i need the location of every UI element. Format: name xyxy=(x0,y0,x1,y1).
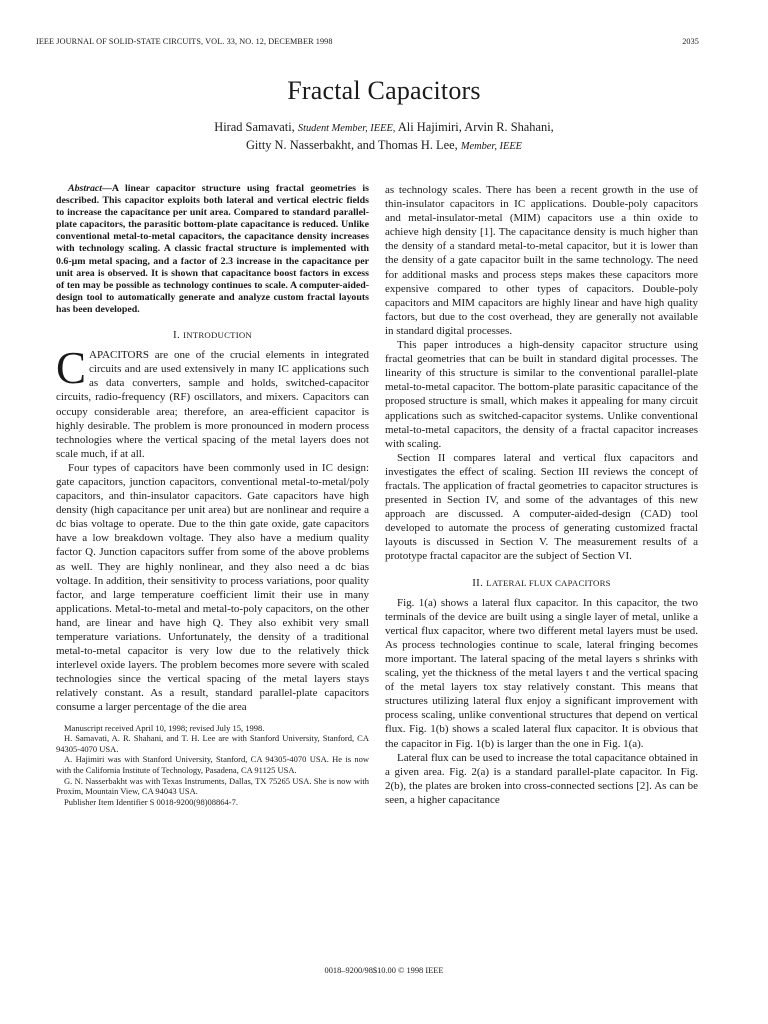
body-paragraph xyxy=(56,343,369,461)
section-heading-introduction xyxy=(56,328,369,342)
footnote: Manuscript received April 10, 1998; revised July 15, 1998. xyxy=(64,722,265,733)
body-paragraph: Section II compares lateral and vertical flux capacitors and investigates the effect of scaling. Section III reviews the concept of fractals. The application of fractal geometries to capacitor structures is presented in Section IV, and some of the advantages of this new approach are discussed. A computer-aided-design (CAD) tool developed to automate the process of generating customized fractal layouts is discussed in Section V. The measurement results of a prototype fractal capacitor are the subject of Section VI. xyxy=(385,451,698,563)
section-number: I. xyxy=(173,329,181,342)
left-column xyxy=(56,183,369,807)
copyright-line: 0018–9200/98$10.00 © 1998 IEEE xyxy=(324,966,444,975)
footnotes xyxy=(56,723,369,808)
abstract-text: A linear capacitor structure using fractal geometries is described. This capacitor exploits both lateral and vertical electric fields to increase the capacitance per unit area. Compared to standard parallel-plate capacitors, the parasitic bottom-plate capacitance is reduced. Unlike conventional metal-to-metal capacitors, the capacitance density increases with technology scaling. A classic fractal structure is implemented with 0.6-μm metal spacing, and a factor of 2.3 increase in the capacitance per unit area is observed. It is shown that capacitance boost factors in excess of ten may be possible as technology continues to scale. A computer-aided-design tool to automatically generate and analyze custom fractal layouts has been developed. xyxy=(56,183,369,315)
drop-cap: C xyxy=(56,343,87,394)
author-name: Ali Hajimiri, Arvin R. Shahani, xyxy=(397,120,554,134)
section-title: INTRODUCTION xyxy=(183,330,252,341)
author-membership: Student Member, IEEE, xyxy=(297,123,396,134)
journal-citation: IEEE JOURNAL OF SOLID-STATE CIRCUITS, VOL. 33, NO. 12, DECEMBER 1998 xyxy=(36,37,333,46)
right-column xyxy=(385,183,698,807)
author-line-1 xyxy=(0,119,768,137)
paragraph-text: APACITORS are one of the crucial elements in integrated circuits and are used extensively in many IC applications such as data converters, sample and holds, switched-capacitor circuits, radio-frequency (RF) oscillators, and mixers. Capacitors can occupy considerable area; therefore, an area-efficient capacitor is highly desirable. The problem is more pronounced in modern process technologies where the vertical spacing of the metal layers does not scale much, if at all. xyxy=(56,349,369,460)
section-title: LATERAL FLUX CAPACITORS xyxy=(486,577,611,588)
body-paragraph: Lateral flux can be used to increase the total capacitance obtained in a given area. Fig. 2(a) is a standard parallel-plate capacitor. In Fig. 2(b), the plates are broken into cross-connected sections [2]. As can be seen, a higher capacitance xyxy=(385,751,698,806)
abstract-label: Abstract— xyxy=(68,183,112,194)
footnote: A. Hajimiri was with Stanford University, Stanford, CA 94305-4070 USA. He is now with the California Institute of Technology, Pasadena, CA 91125 USA. xyxy=(56,754,369,775)
author-line-2 xyxy=(0,137,768,155)
body-paragraph: This paper introduces a high-density capacitor structure using fractal geometries that can be built in standard digital processes. The linearity of this structure is similar to the conventional parallel-plate metal-to-metal capacitor. The bottom-plate parasitic capacitance of the proposed structure is small, which makes it appealing for many circuit applications such as switched-capacitor systems. Unlike conventional metal-to-metal capacitors, the density of a fractal capacitor increases with scaling. xyxy=(385,339,698,450)
paper-title: Fractal Capacitors xyxy=(287,76,481,105)
abstract xyxy=(56,183,369,316)
body-paragraph: Four types of capacitors have been commonly used in IC design: gate capacitors, junction capacitors, conventional metal-to-metal/poly capacitors, and thin-insulator capacitors. Gate capacitors have high density (high capacitance per unit area) but are nonlinear and require a dc bias voltage to operate. Due to the thin gate oxide, gate capacitors have a low breakdown voltage. They also have a medium quality factor Q. Junction capacitors suffer from some of the above problems as well. They are highly nonlinear, and they also need a dc bias voltage. In addition, their sensitivity to process variations, poor quality factor, and large temperature coefficient limit their use in many applications. Metal-to-metal and metal-to-poly capacitors, on the other hand, are linear and have high Q. They also exhibit very small temperature variations. Unfortunately, the density of a traditional metal-to-metal capacitor is very low due to the relatively thick interlevel oxide layers. The problem becomes more severe with scaled technologies since the vertical spacing of the metal layers stays relatively constant. As a result, standard parallel-plate capacitors consume a larger percentage of the die area xyxy=(56,461,369,714)
body-paragraph: Fig. 1(a) shows a lateral flux capacitor. In this capacitor, the two terminals of the device are built using a single layer of metal, unlike a vertical flux capacitor, where two different metal layers must be used. As process technologies continue to scale, lateral fringing becomes more important. The lateral spacing of the metal layers s shrinks with scaling, yet the thickness of the metal layers t and the vertical spacing of the metal layers tox stay relatively constant. This means that structures utilizing lateral flux enjoy a significant improvement with process scaling, unlike conventional structures that depend on vertical flux. Fig. 1(b) shows a scaled lateral flux capacitor. It is obvious that the capacitor in Fig. 1(b) is larger than the one in Fig. 1(a). xyxy=(385,596,698,750)
footnote: H. Samavati, A. R. Shahani, and T. H. Lee are with Stanford University, Stanford, CA 94305-4070 USA. xyxy=(56,733,369,754)
section-heading-lateral-flux xyxy=(385,576,698,590)
footnote: G. N. Nasserbakht was with Texas Instruments, Dallas, TX 75265 USA. She is now with Proxim, Mountain View, CA 94043 USA. xyxy=(56,775,369,797)
footnote: Publisher Item Identifier S 0018-9200(98)08864-7. xyxy=(64,796,238,807)
body-paragraph: as technology scales. There has been a recent growth in the use of thin-insulator capacitors in IC applications. Double-poly capacitors and metal-insulator-metal (MIM) capacitors use a thin oxide to achieve high density [1]. The capacitance density is much higher than the density of a standard metal-to-metal capacitor, but it is lower than the density of a gate capacitor built in the same technology. The need for additional masks and process steps makes these capacitors more expensive compared to other types of capacitors. Double-poly capacitors and MIM capacitors are highly linear and have high quality factors, but due to the cost overhead, they are generally not available in standard digital processes. xyxy=(385,184,698,337)
author-name: Gitty N. Nasserbakht, and Thomas H. Lee, xyxy=(245,138,458,152)
author-name: Hirad Samavati, xyxy=(214,120,295,134)
running-head xyxy=(36,37,699,46)
author-list xyxy=(0,119,768,155)
section-number: II. xyxy=(472,576,484,589)
page-number: 2035 xyxy=(682,37,699,46)
author-membership: Member, IEEE xyxy=(460,141,523,152)
